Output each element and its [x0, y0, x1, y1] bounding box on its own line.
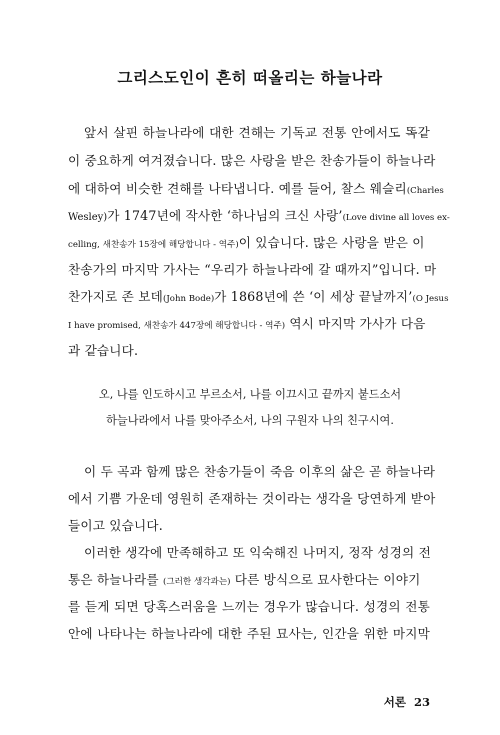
- inline-note: (Love divine all loves ex-: [342, 213, 450, 223]
- text-run: 이 있습니다. 많은 사랑을 받은 이: [238, 235, 425, 250]
- text-run: 에 대하여 비슷한 견해를 나타냅니다. 예를 들어, 찰스 웨슬리: [68, 181, 407, 196]
- paragraph-1-line-9: 과 같습니다.: [68, 343, 139, 358]
- paragraph-1-line-6: 찬송가의 마지막 가사는 “우리가 하늘나라에 갈 때까지”입니다. 마: [68, 262, 437, 277]
- page-number: 23: [413, 695, 430, 709]
- text-run: 다른 방식으로 묘사한다는 이야기: [230, 572, 421, 587]
- paragraph-1-line-7: [68, 287, 449, 309]
- inline-note: Wesley): [68, 212, 108, 223]
- running-section-label: 서론: [383, 695, 406, 709]
- hymn-quote-line-2: 하늘나라에서 나를 맞아주소서, 나의 구원자 나의 친구시여.: [106, 414, 394, 427]
- inline-note: (Charles: [406, 186, 444, 196]
- text-run: 찬가지로 존 보데: [68, 289, 163, 304]
- inline-note: celling, 새찬송가 15장에 해당합니다 - 역주): [68, 240, 239, 250]
- inline-note: I have promised, 새찬송가 447장에 해당합니다 - 역주): [68, 321, 286, 331]
- paragraph-2-line-1: 이 두 곡과 함께 많은 찬송가들이 죽음 이후의 삶은 곧 하늘나라: [84, 464, 436, 479]
- text-run: 가 1747년에 작사한 ‘하나님의 크신 사랑’: [107, 208, 343, 223]
- page-footer: [380, 694, 430, 710]
- paragraph-1-line-4: [68, 206, 450, 228]
- text-run: 가 1868년에 쓴 ‘이 세상 끝날까지’: [214, 289, 413, 304]
- paragraph-1-line-1: 앞서 살핀 하늘나라에 대한 견해는 기독교 전통 안에서도 똑같: [84, 125, 430, 140]
- text-run: 통은 하늘나라를: [68, 572, 163, 587]
- paragraph-1-line-3: [68, 179, 444, 201]
- text-run: 역시 마지막 가사가 다음: [285, 316, 426, 331]
- inline-note: (O Jesus: [412, 294, 449, 304]
- paragraph-1-line-5: [68, 233, 430, 255]
- paragraph-1-line-2: 이 중요하게 여겨졌습니다. 많은 사랑을 받은 찬송가들이 하늘나라: [68, 153, 436, 168]
- paragraph-3-line-2: [68, 570, 430, 592]
- paragraph-1-line-8: [68, 314, 430, 336]
- paragraph-3-line-1: 이러한 생각에 만족해하고 또 익숙해진 나머지, 정작 성경의 전: [84, 545, 431, 560]
- paragraph-2-line-3: 들이고 있습니다.: [68, 518, 163, 533]
- paragraph-3-line-3: 를 듣게 되면 당혹스러움을 느끼는 경우가 많습니다. 성경의 전통: [68, 599, 430, 614]
- paragraph-2-line-2: 에서 기쁨 가운데 영원히 존재하는 것이라는 생각을 당연하게 받아: [68, 491, 436, 506]
- inline-note: (John Bode): [162, 294, 215, 304]
- paragraph-3-line-4: 안에 나타나는 하늘나라에 대한 주된 묘사는, 인간을 위한 마지막: [68, 626, 430, 641]
- hymn-quote-line-1: 오, 나를 인도하시고 부르소서, 나를 이끄시고 끝까지 붙드소서: [98, 388, 402, 401]
- section-title: 그리스도인이 흔히 떠올리는 하늘나라: [117, 68, 383, 87]
- inline-note: (그러한 생각과는): [162, 577, 231, 587]
